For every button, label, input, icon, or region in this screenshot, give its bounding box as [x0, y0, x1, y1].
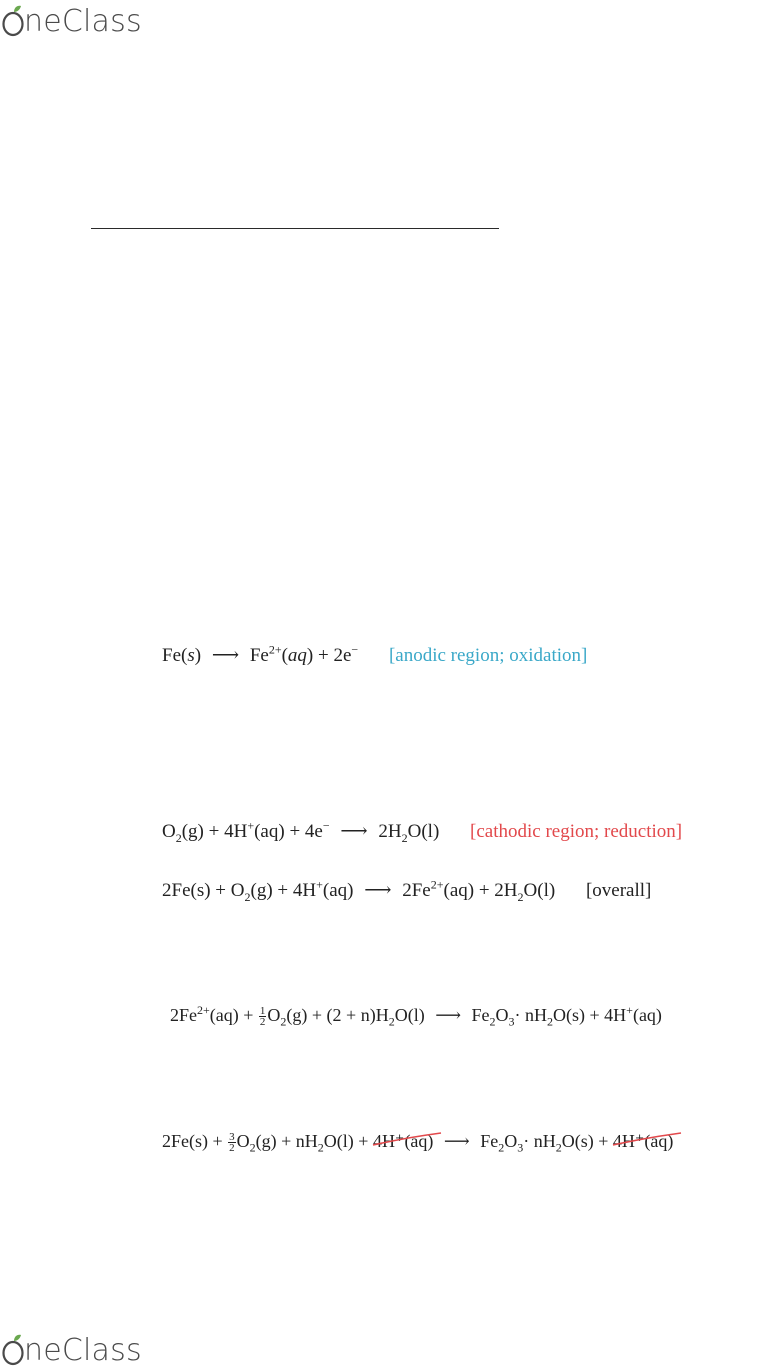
reaction-arrow-icon: ⟶ — [435, 1005, 462, 1025]
reaction-arrow-icon: ⟶ — [364, 880, 392, 901]
oneclass-logo-footer — [2, 1331, 142, 1371]
equation-anodic: Fe(s) ⟶ $Fe^{2+}(aq) + 2e^-$ [anodic region; oxidation] — [162, 642, 588, 666]
equation-rust-formation: $2Fe^{2+}(aq)$ + $\frac{1}{2}$ $O_2(g) + (2 + n)H_2O(l)$ ⟶ $Fe_2O_3\cdot nH_2O(s) + 4H^+(aq)$ — [170, 1003, 662, 1029]
oneclass-o-leaf-icon — [2, 2, 24, 42]
logo-text: neClass — [24, 4, 142, 39]
reaction-arrow-icon: ⟶ — [340, 821, 368, 842]
fraction-three-halves: $\frac{3}{2}$ — [229, 1131, 235, 1155]
oneclass-o-leaf-icon — [2, 1331, 24, 1371]
equation-overall: $2Fe(s) + O_2(g) + 4H^+(aq)$ ⟶ $2Fe^{2+}(aq) + 2H_2O(l)$ [overall] — [162, 877, 652, 904]
equation-cathodic: $O_2(g) + 4H^+(aq) + 4e^-$ ⟶ $2H_2O(l)$ [cathodic region; reduction] — [162, 818, 683, 845]
cancelled-term-left: 4H⁺(aq) — [373, 1129, 433, 1153]
reaction-arrow-icon: ⟶ — [211, 645, 240, 666]
reaction-arrow-icon: ⟶ — [443, 1131, 470, 1151]
cathodic-note: [cathodic region; reduction] — [470, 821, 683, 842]
logo-text: neClass — [24, 1333, 142, 1368]
oneclass-logo — [2, 2, 142, 42]
title-underline — [91, 228, 499, 229]
equation-net: 2Fe(s) + $\frac{3}{2}$ $O_2(g) + nH_2O(l) + 4H^+(aq)$ ⟶ $Fe_2O_3\cdot nH_2O(s) + 4H^+(aq)$ — [162, 1129, 673, 1153]
strike-mark-icon — [611, 1131, 683, 1151]
cancelled-term-right: 4H⁺(aq) — [613, 1129, 673, 1153]
anodic-note: [anodic region; oxidation] — [388, 645, 588, 666]
overall-note: [overall] — [585, 880, 652, 901]
fraction-one-half: $\frac{1}{2}$ — [259, 1005, 266, 1029]
strike-mark-icon — [371, 1131, 443, 1151]
